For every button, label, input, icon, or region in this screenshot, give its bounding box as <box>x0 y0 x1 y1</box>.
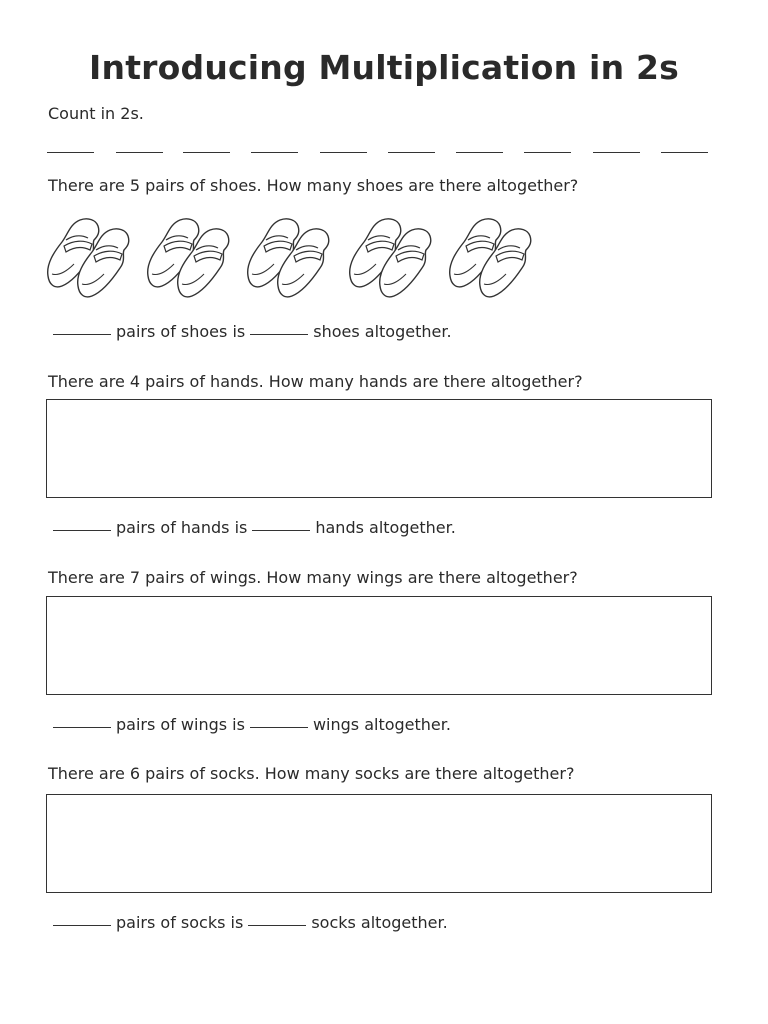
socks-pairs-blank[interactable] <box>53 925 111 926</box>
count-blank-10[interactable] <box>661 152 708 153</box>
question-socks-prompt: There are 6 pairs of socks. How many socks are there altogether? <box>48 764 575 783</box>
page-title: Introducing Multiplication in 2s <box>89 48 679 87</box>
shoe-pair-4 <box>350 219 431 297</box>
shoe-pair-3 <box>248 219 329 297</box>
hands-answer-box[interactable] <box>46 399 712 498</box>
shoe-pair-1 <box>48 219 129 297</box>
question-shoes-prompt: There are 5 pairs of shoes. How many shoes are there altogether? <box>48 176 579 195</box>
socks-sentence-end: socks altogether. <box>311 913 448 932</box>
wings-total-blank[interactable] <box>250 727 308 728</box>
count-blank-1[interactable] <box>47 152 94 153</box>
shoe-pairs-illustration <box>44 210 544 302</box>
hands-sentence-end: hands altogether. <box>315 518 456 537</box>
socks-answer-box[interactable] <box>46 794 712 893</box>
count-blank-2[interactable] <box>116 152 163 153</box>
count-prompt: Count in 2s. <box>48 104 144 123</box>
shoes-sentence-end: shoes altogether. <box>313 322 452 341</box>
wings-pairs-blank[interactable] <box>53 727 111 728</box>
hands-total-blank[interactable] <box>252 530 310 531</box>
hands-pairs-blank[interactable] <box>53 530 111 531</box>
question-hands-prompt: There are 4 pairs of hands. How many hands are there altogether? <box>48 372 583 391</box>
wings-sentence-middle: pairs of wings is <box>116 715 245 734</box>
shoes-sentence-middle: pairs of shoes is <box>116 322 246 341</box>
hands-sentence-middle: pairs of hands is <box>116 518 248 537</box>
question-wings-sentence <box>53 715 456 734</box>
count-blank-3[interactable] <box>183 152 230 153</box>
shoes-total-blank[interactable] <box>250 334 308 335</box>
count-blank-8[interactable] <box>524 152 571 153</box>
count-blank-6[interactable] <box>388 152 435 153</box>
question-wings-prompt: There are 7 pairs of wings. How many wings are there altogether? <box>48 568 578 587</box>
shoe-pair-2 <box>148 219 229 297</box>
wings-sentence-end: wings altogether. <box>312 715 451 734</box>
count-blank-4[interactable] <box>251 152 298 153</box>
socks-sentence-middle: pairs of socks is <box>116 913 244 932</box>
count-blank-7[interactable] <box>456 152 503 153</box>
socks-total-blank[interactable] <box>248 925 306 926</box>
question-hands-sentence <box>53 518 461 537</box>
shoes-pairs-blank[interactable] <box>53 334 111 335</box>
question-shoes-sentence <box>53 322 457 341</box>
count-blank-5[interactable] <box>320 152 367 153</box>
wings-answer-box[interactable] <box>46 596 712 695</box>
question-socks-sentence <box>53 913 453 932</box>
shoe-pair-5 <box>450 219 531 297</box>
count-blank-9[interactable] <box>593 152 640 153</box>
